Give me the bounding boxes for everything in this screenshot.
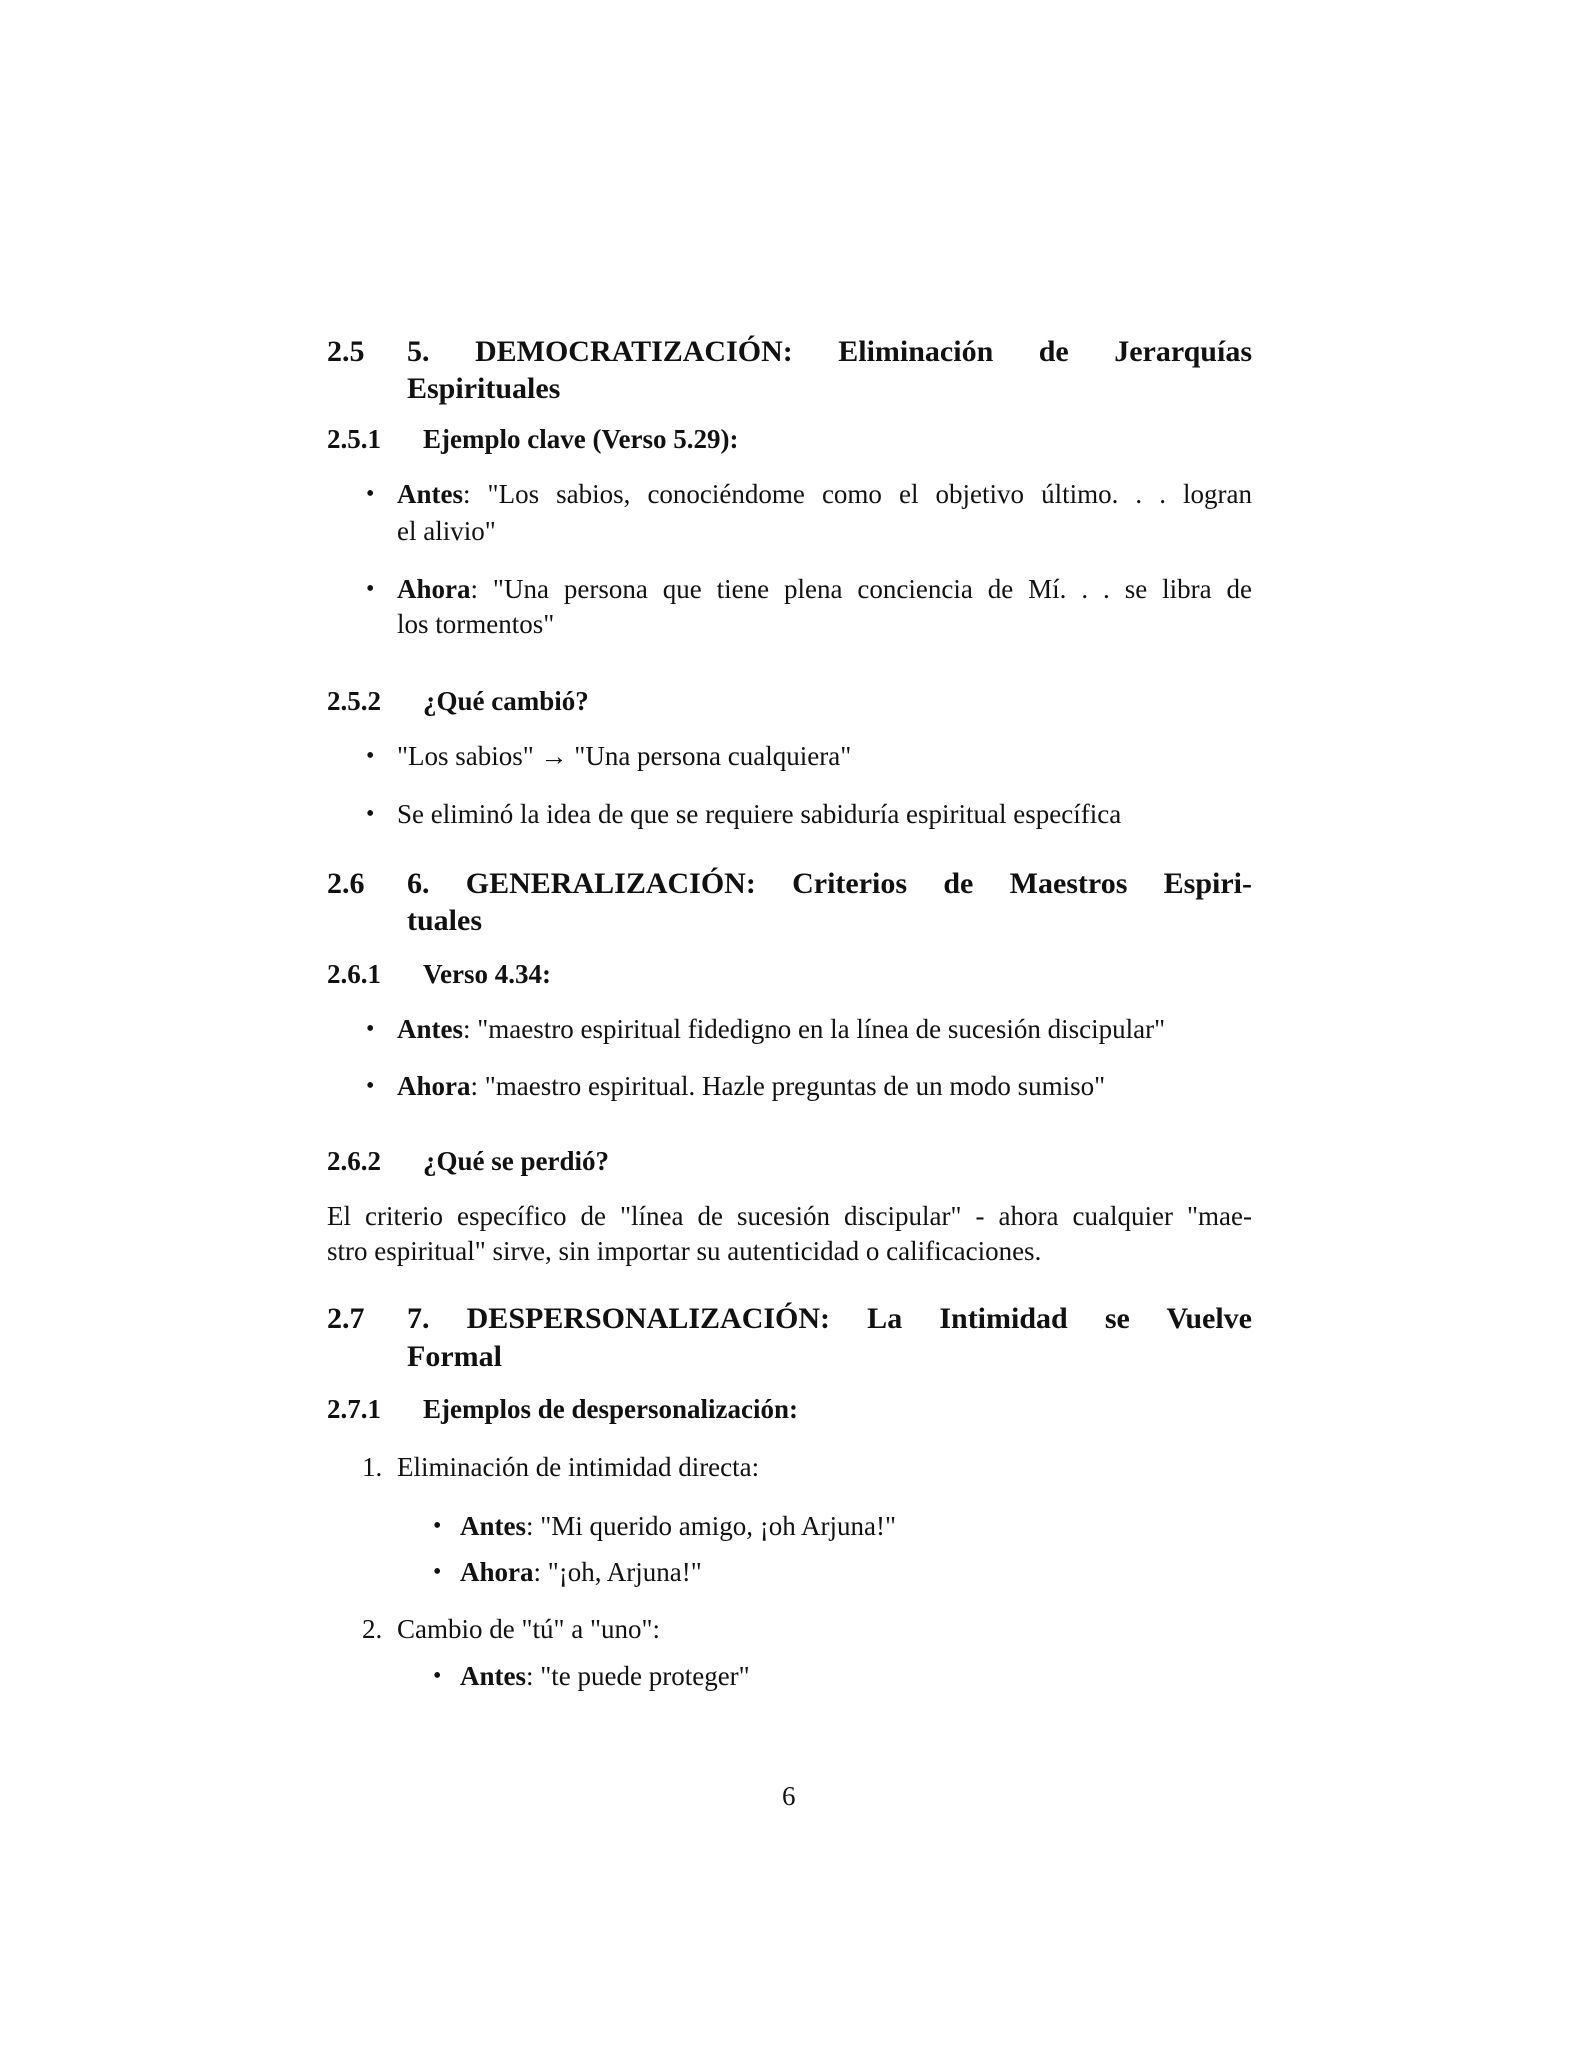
- item-text: : "maestro espiritual fidedigno en la línea de sucesión discipular": [463, 1014, 1166, 1044]
- label-ahora: Ahora: [397, 1071, 471, 1101]
- paragraph-line: stro espiritual" sirve, sin importar su autenticidad o calificaciones.: [327, 1236, 1042, 1266]
- label-ahora: Ahora: [397, 574, 471, 604]
- bullet-icon: •: [366, 576, 375, 602]
- nested-item-antes: [460, 1658, 750, 1694]
- list-item: Se eliminó la idea de que se requiere sabiduría espiritual específica: [397, 799, 1122, 829]
- item-text: : "Los sabios, conociéndome como el objetivo último. . . logran: [463, 479, 1252, 509]
- subsection-2-6-2-title: ¿Qué se perdió?: [423, 1146, 609, 1176]
- enum-marker: 1.: [362, 1452, 383, 1482]
- subsection-2-6-1-title: Verso 4.34:: [423, 959, 551, 989]
- bullet-icon: •: [366, 481, 375, 507]
- bullet-icon: •: [366, 743, 375, 769]
- bullet-icon: •: [366, 1016, 375, 1042]
- list-item-ahora-cont: los tormentos": [397, 609, 555, 639]
- subsection-2-6-2-number: 2.6.2: [327, 1146, 381, 1176]
- list-item-antes: [397, 476, 1252, 512]
- label-ahora: Ahora: [460, 1557, 534, 1587]
- list-item-antes: [397, 1011, 1165, 1047]
- section-2-5-title: 5. DEMOCRATIZACIÓN: Eliminación de Jerarquías: [407, 335, 1252, 368]
- paragraph-line: El criterio específico de "línea de sucesión discipular" - ahora cualquier "mae-: [327, 1201, 1252, 1231]
- subsection-2-7-1-number: 2.7.1: [327, 1394, 381, 1424]
- list-item-ahora: [397, 571, 1252, 607]
- section-2-6-title-cont: tuales: [407, 904, 482, 937]
- bullet-icon: •: [366, 801, 375, 827]
- label-antes: Antes: [397, 1014, 463, 1044]
- subsection-2-5-1-title: Ejemplo clave (Verso 5.29):: [423, 424, 739, 454]
- bullet-icon: •: [433, 1513, 442, 1539]
- section-2-6-title: 6. GENERALIZACIÓN: Criterios de Maestros Espiri-: [407, 867, 1252, 900]
- section-2-6-number: 2.6: [327, 867, 365, 900]
- nested-item-antes: [460, 1508, 896, 1544]
- subsection-2-6-1-number: 2.6.1: [327, 959, 381, 989]
- label-antes: Antes: [460, 1661, 526, 1691]
- item-text: : "Mi querido amigo, ¡oh Arjuna!": [526, 1511, 896, 1541]
- nested-item-ahora: [460, 1554, 702, 1590]
- item-text: : "maestro espiritual. Hazle preguntas de un modo sumiso": [470, 1071, 1106, 1101]
- bullet-icon: •: [433, 1559, 442, 1585]
- item-text: : "te puede proteger": [526, 1661, 750, 1691]
- enum-item: Eliminación de intimidad directa:: [397, 1452, 760, 1482]
- bullet-icon: •: [433, 1663, 442, 1689]
- enum-marker: 2.: [362, 1614, 383, 1644]
- bullet-icon: •: [366, 1073, 375, 1099]
- item-text: : "Una persona que tiene plena conciencia de Mí. . . se libra de: [470, 574, 1252, 604]
- list-item: "Los sabios" → "Una persona cualquiera": [397, 741, 852, 771]
- section-2-7-title: 7. DESPERSONALIZACIÓN: La Intimidad se Vuelve: [407, 1302, 1252, 1335]
- section-2-5-title-cont: Espirituales: [407, 372, 561, 405]
- enum-item: Cambio de "tú" a "uno":: [397, 1614, 661, 1644]
- item-text: : "¡oh, Arjuna!": [533, 1557, 702, 1587]
- subsection-2-5-2-title: ¿Qué cambió?: [423, 686, 589, 716]
- section-2-7-title-cont: Formal: [407, 1340, 502, 1373]
- section-2-7-number: 2.7: [327, 1302, 365, 1335]
- subsection-2-5-2-number: 2.5.2: [327, 686, 381, 716]
- subsection-2-7-1-title: Ejemplos de despersonalización:: [423, 1394, 798, 1424]
- section-2-5-number: 2.5: [327, 335, 365, 368]
- list-item-ahora: [397, 1068, 1105, 1104]
- label-antes: Antes: [460, 1511, 526, 1541]
- page-number: 6: [782, 1781, 796, 1811]
- subsection-2-5-1-number: 2.5.1: [327, 424, 381, 454]
- list-item-antes-cont: el alivio": [397, 516, 496, 546]
- label-antes: Antes: [397, 479, 463, 509]
